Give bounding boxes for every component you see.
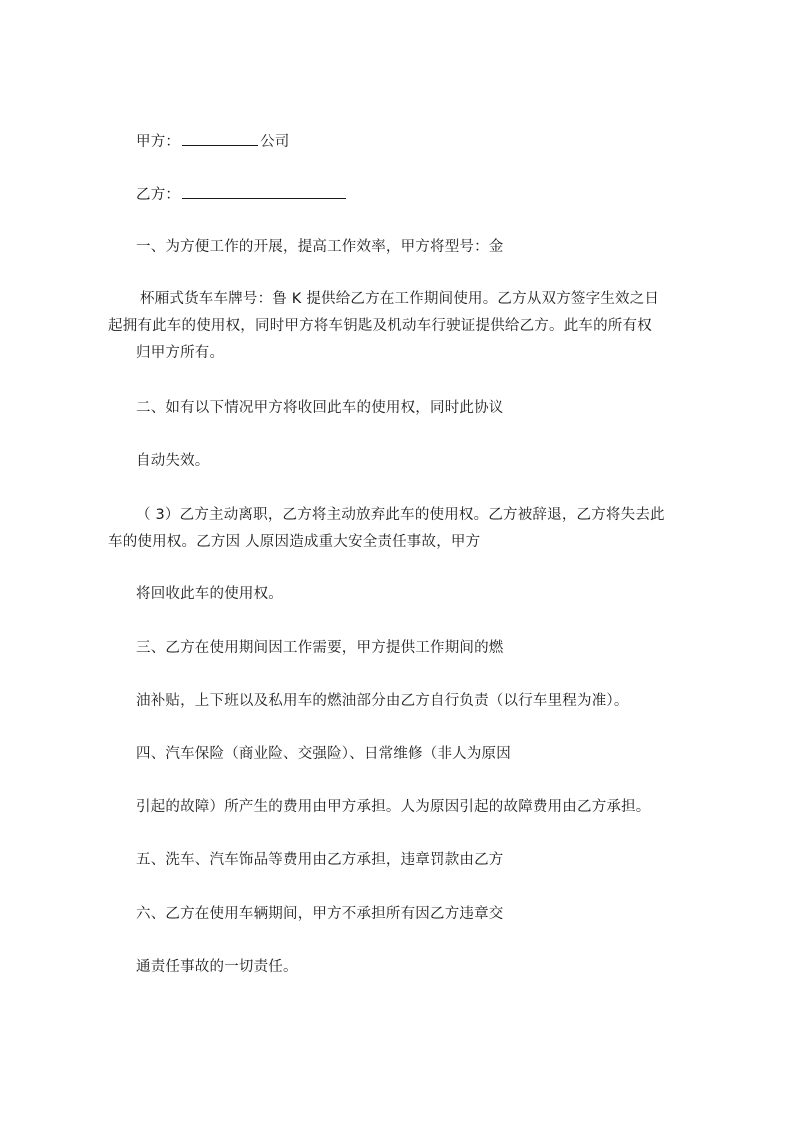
party-b-label: 乙方： xyxy=(136,187,181,203)
clause-2-line-2: 自动失效。 xyxy=(136,453,210,469)
clause-5-line-1: 五、洗车、汽车饰品等费用由乙方承担，违章罚款由乙方 xyxy=(136,852,504,868)
clause-1-line-2: 杯厢式货车车牌号：鲁 K 提供给乙方在工作期间使用。乙方从双方签字生效之日 xyxy=(140,291,660,307)
clause-2-item-3-line-1: （ 3）乙方主动离职，乙方将主动放弃此车的使用权。乙方被辞退，乙方将失去此 xyxy=(136,507,665,523)
party-b-blank xyxy=(182,184,346,199)
clause-2-item-3-line-2: 车的使用权。乙方因 人原因造成重大安全责任事故，甲方 xyxy=(108,534,481,550)
clause-1-line-4: 归甲方所有。 xyxy=(136,345,225,361)
clause-6-line-2: 通责任事故的一切责任。 xyxy=(136,959,298,975)
party-b-line xyxy=(136,184,348,205)
clause-3-line-1: 三、乙方在使用期间因工作需要，甲方提供工作期间的燃 xyxy=(136,640,504,656)
clause-2-line-1: 二、如有以下情况甲方将收回此车的使用权，同时此协议 xyxy=(136,400,504,416)
clause-3-line-2: 油补贴，上下班以及私用车的燃油部分由乙方自行负责（以行车里程为准）。 xyxy=(136,693,629,709)
party-a-line xyxy=(136,131,290,152)
party-a-label: 甲方： xyxy=(136,134,181,150)
clause-2-item-3-line-3: 将回收此车的使用权。 xyxy=(136,586,283,602)
clause-4-line-1: 四、汽车保险（商业险、交强险）、日常维修（非人为原因 xyxy=(136,746,511,762)
party-a-blank xyxy=(182,131,258,146)
clause-4-line-2: 引起的故障）所产生的费用由甲方承担。人为原因引起的故障费用由乙方承担。 xyxy=(136,799,651,815)
party-a-suffix: 公司 xyxy=(260,134,290,150)
clause-1-line-3: 起拥有此车的使用权，同时甲方将车钥匙及机动车行驶证提供给乙方。此车的所有权 xyxy=(108,318,652,334)
clause-6-line-1: 六、乙方在使用车辆期间，甲方不承担所有因乙方违章交 xyxy=(136,906,504,922)
clause-1-line-1: 一、为方便工作的开展，提高工作效率，甲方将型号：金 xyxy=(136,239,504,255)
